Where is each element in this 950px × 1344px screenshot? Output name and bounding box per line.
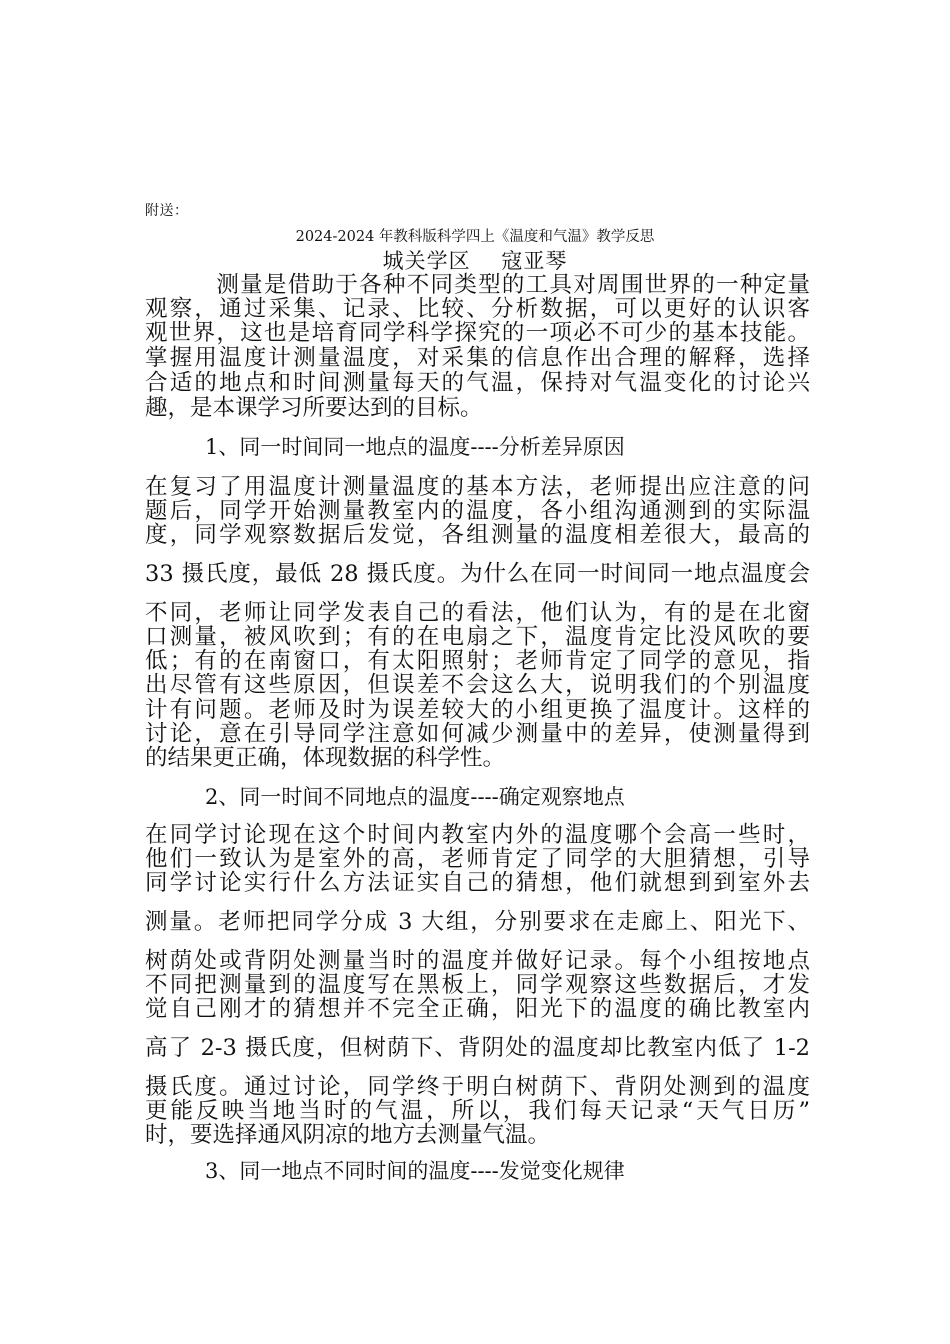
document-author: 城关学区 寇亚琴 [382,249,568,273]
intro-line: 观察，通过采集、记录、比较、分析数据，可以更好的认识客 [145,296,810,322]
section2-line: 不同把测量到的温度写在黑板上，同学观察这些数据后，才发 [145,972,810,998]
section1-line: 出尽管有这些原因，但误差不会这么大，说明我们的个别温度 [145,672,810,698]
section1-line: 口测量，被风吹到；有的在电扇之下，温度肯定比没风吹的要 [145,624,810,650]
section2-line: 更能反映当地当时的气温，所以，我们每天记录“天气日历” [145,1098,810,1124]
section2-line: 测量。老师把同学分成 3 大组，分别要求在走廊上、阳光下、 [145,909,810,935]
section-heading-2: 2、同一时间不同地点的温度----确定观察地点 [205,785,625,809]
section-heading-3: 3、同一地点不同时间的温度----发觉变化规律 [205,1159,625,1183]
document-title: 2024-2024 年教科版科学四上《温度和气温》教学反思 [295,229,655,245]
section2-line: 在同学讨论现在这个时间内教室内外的温度哪个会高一些时， [145,822,810,848]
section1-line: 计有问题。老师及时为误差较大的小组更换了温度计。这样的 [145,697,810,723]
section1-line: 度，同学观察数据后发觉，各组测量的温度相差很大，最高的 [145,522,810,548]
section2-line: 觉自己刚才的猜想并不完全正确，阳光下的温度的确比教室内 [145,996,810,1022]
intro-line: 合适的地点和时间测量每天的气温，保持对气温变化的讨论兴 [145,370,810,396]
intro-line: 趣，是本课学习所要达到的目标。 [145,395,483,421]
section1-line: 的结果更正确，体现数据的科学性。 [145,745,506,771]
intro-line: 掌握用温度计测量温度，对采集的信息作出合理的解释，选择 [145,345,810,371]
appendix-label: 附送： [145,203,189,219]
section1-line: 题后，同学开始测量教室内的温度，各小组沟通测到的实际温 [145,498,810,524]
section2-line: 他们一致认为是室外的高，老师肯定了同学的大胆猜想，引导 [145,846,810,872]
section1-line: 在复习了用温度计测量温度的基本方法，老师提出应注意的问 [145,474,810,500]
section1-line: 讨论，意在引导同学注意如何减少测量中的差异，使测量得到 [145,721,810,747]
section2-line: 同学讨论实行什么方法证实自己的猜想，他们就想到到室外去 [145,870,810,896]
section2-line: 摄氏度。通过讨论，同学终于明白树荫下、背阴处测到的温度 [145,1074,810,1100]
section2-line: 高了 2-3 摄氏度，但树荫下、背阴处的温度却比教室内低了 1-2 [145,1035,810,1061]
section-heading-1: 1、同一时间同一地点的温度----分析差异原因 [205,435,625,459]
intro-line: 观世界，这也是培育同学科学探究的一项必不可少的基本技能。 [145,320,810,346]
section1-line: 不同，老师让同学发表自己的看法，他们认为，有的是在北窗 [145,600,810,626]
section2-line: 树荫处或背阴处测量当时的温度并做好记录。每个小组按地点 [145,948,810,974]
section2-line: 时，要选择通风阴凉的地方去测量气温。 [145,1122,551,1148]
section1-line: 低；有的在南窗口，有太阳照射；老师肯定了同学的意见，指 [145,648,810,674]
section1-line: 33 摄氏度，最低 28 摄氏度。为什么在同一时间同一地点温度会 [145,561,810,587]
intro-line: 测量是借助于各种不同类型的工具对周围世界的一种定量 [145,272,810,298]
